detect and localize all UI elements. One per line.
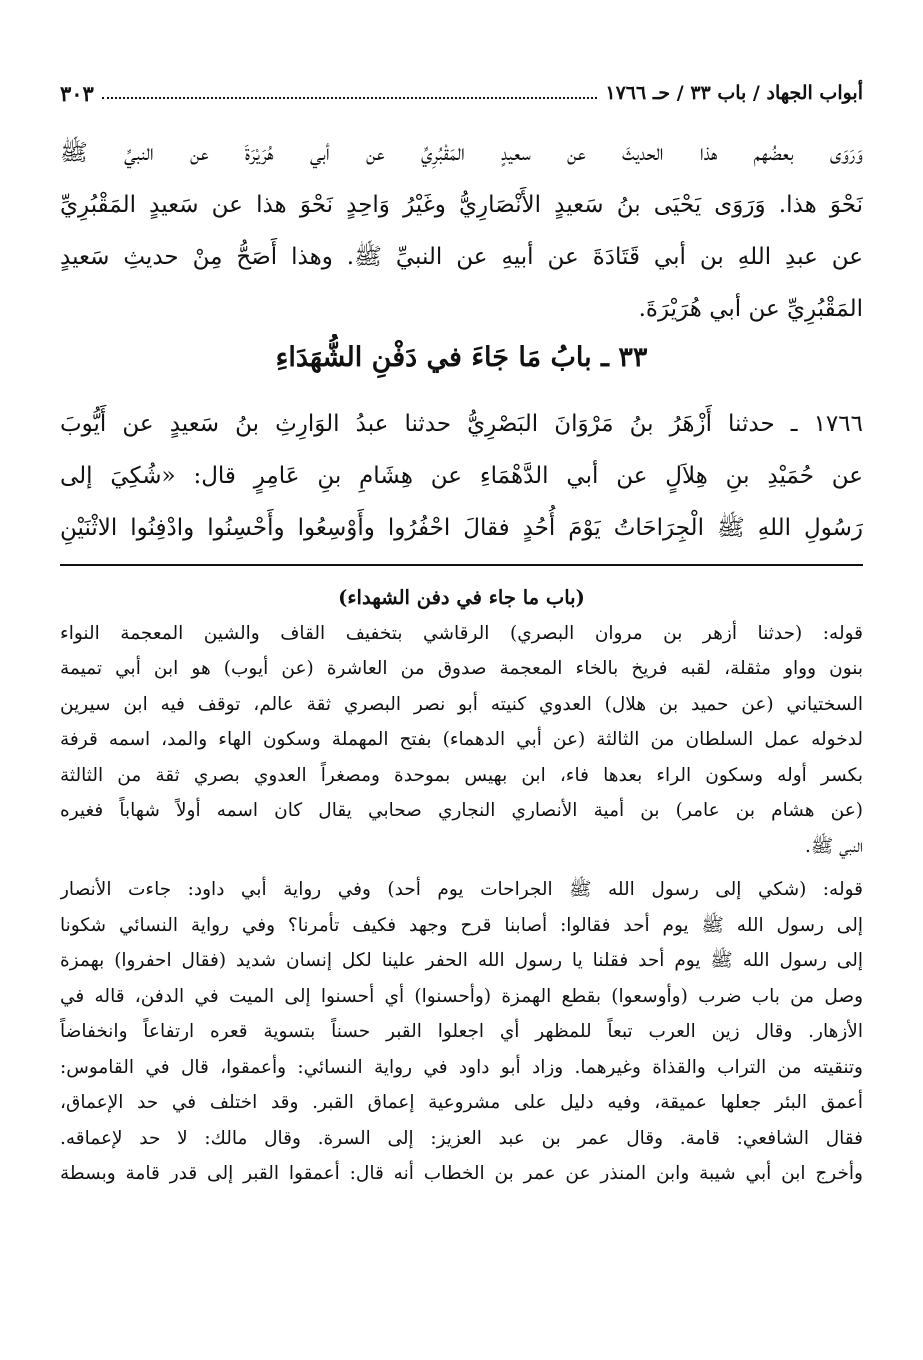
text-line: النبي ﷺ. [805,835,863,857]
text-line: قوله: (حدثنا أزهر بن مروان البصري) الرقاشي بتخفيف القاف والشين المعجمة النواء [60,622,863,644]
text-line: وصل من باب ضرب (وأوسعوا) بقطع الهمزة (وأحسنوا) أي أحسنوا إلى الميت في الدفن، قاله في [60,985,863,1007]
text-line: أعمق البئر جعلها عميقة، وفيه دليل على مشروعية إعماق القبر. وقد اختلف في حد الإعماق، [60,1092,863,1113]
text-line: إلى رسول الله ﷺ يوم أحد فقلنا يا رسول الله الحفر علينا لكل إنسان شديد (فقال احفروا) بهمزة [60,950,863,971]
text-line: الأزهار. وقال زين العرب تبعاً للمظهر أي اجعلوا القبر حسناً بتسوية قعره ارتفاعاً وانخفاضاً [60,1021,863,1042]
chapter-heading [60,334,863,382]
text-line: وأخرج ابن أبي شيبة وابن المنذر عن عمر بن الخطاب أنه قال: أعمقوا القبر إلى قدر قامة وبسطة [60,1163,863,1184]
text-line: ١٧٦٦ ـ حدثنا أَزْهَرُ بنُ مَرْوَانَ البَصْرِيُّ حدثنا عبدُ الوَارِثِ بنُ سَعيدٍ عن أَيُّوبَ [60,411,863,437]
running-header-title: أبواب الجهاد / باب ٣٣ / حـ ١٧٦٦ [605,82,863,104]
text-line: قوله: (شكي إلى رسول الله ﷺ الجراحات يوم أحد) وفي رواية أبي داود: جاءت الأنصار [60,879,863,900]
hadith-paragraph-2 [60,398,863,554]
text-line: رَسُولِ اللهِ ﷺ الْجِرَاحَاتُ يَوْمَ أُحُدٍ فقالَ احْفُرُوا وأَوْسِعُوا وأَحْسِنُوا وادْفِنُوا الاثْنَيْنِ [60,515,863,541]
text-line: عن عبدِ اللهِ بن أبي قَتَادَةَ عن أبيهِ عن النبيِّ ﷺ. وهذا أَصَحُّ مِنْ حديثِ سَعيدٍ [60,244,863,270]
text-line: بكسر أوله وسكون الراء بعدها فاء، ابن بهيس بموحدة ومصغراً العدوي بصري ثقة من الثالثة [60,764,863,786]
hadith-paragraph-1 [60,127,863,335]
running-header [60,76,863,110]
text-line: إلى رسول الله ﷺ يوم أحد فقالوا: أصابنا قرح وجهد فكيف تأمرنا؟ وفي رواية النسائي شكونا [60,914,863,936]
chapter-title: ٣٣ ـ بابُ مَا جَاءَ في دَفْنِ الشُّهَدَاءِ [275,342,648,373]
text-line: (عن هشام بن عامر) بن أمية الأنصاري النجاري صحابي يقال كان اسمه أولاً شهاباً فغيره [60,800,863,821]
paragraph-gap [60,864,863,872]
text-line: وَرَوَى بعضُهم هذا الحديثَ عن سعيدٍ المَقْبُرِيِّ عن أبي هُرَيْرَةَ عن النبيِّ ﷺ [60,140,863,166]
text-line: المَقْبُرِيِّ عن أبي هُرَيْرَةَ. [638,296,863,322]
text-line: السختياني (عن حميد بن هلال) العدوي كنيته أبو نصر البصري ثقة عالم، توقف فيه ابن سيرين [60,693,863,715]
page-number: ٣٠٣ [60,80,94,106]
text-line: لدخوله عمل السلطان من الثالثة (عن أبي الدهماء) بفتح المهملة وسكون الهاء والمد، اسمه قرفة [60,729,863,750]
commentary-heading: (باب ما جاء في دفن الشهداء) [338,586,585,609]
text-line: وتنقيته من التراب والقذاة وغيرهما. وزاد أبو داود في رواية النسائي: وأعمقوا، قال في القاموس: [60,1056,863,1078]
text-line: فقال الشافعي: قامة. وقال عمر بن عبد العزيز: إلى السرة. وقال مالك: لا حد لإعماقه. [60,1127,863,1149]
commentary [60,580,863,1192]
text-line: بنون وواو مثقلة، لقبه فريخ بالخاء المعجمة صدوق من العاشرة (عن أيوب) هو ابن أبي تميمة [60,658,863,679]
leader-dots [102,95,598,99]
section-divider [60,564,863,566]
text-line: عن حُمَيْدِ بنِ هِلاَلٍ عن أبي الدَّهْمَاءِ عن هِشَامِ بنِ عَامِرٍ قال: «شُكِيَ إلى [60,463,863,489]
text-line: نَحْوَ هذا. وَرَوَى يَحْيَى بنُ سَعيدٍ الأَنْصَارِيُّ وغَيْرُ وَاحِدٍ نَحْوَ هذا عن سَعيدٍ المَقْبُرِيِّ [60,192,863,218]
